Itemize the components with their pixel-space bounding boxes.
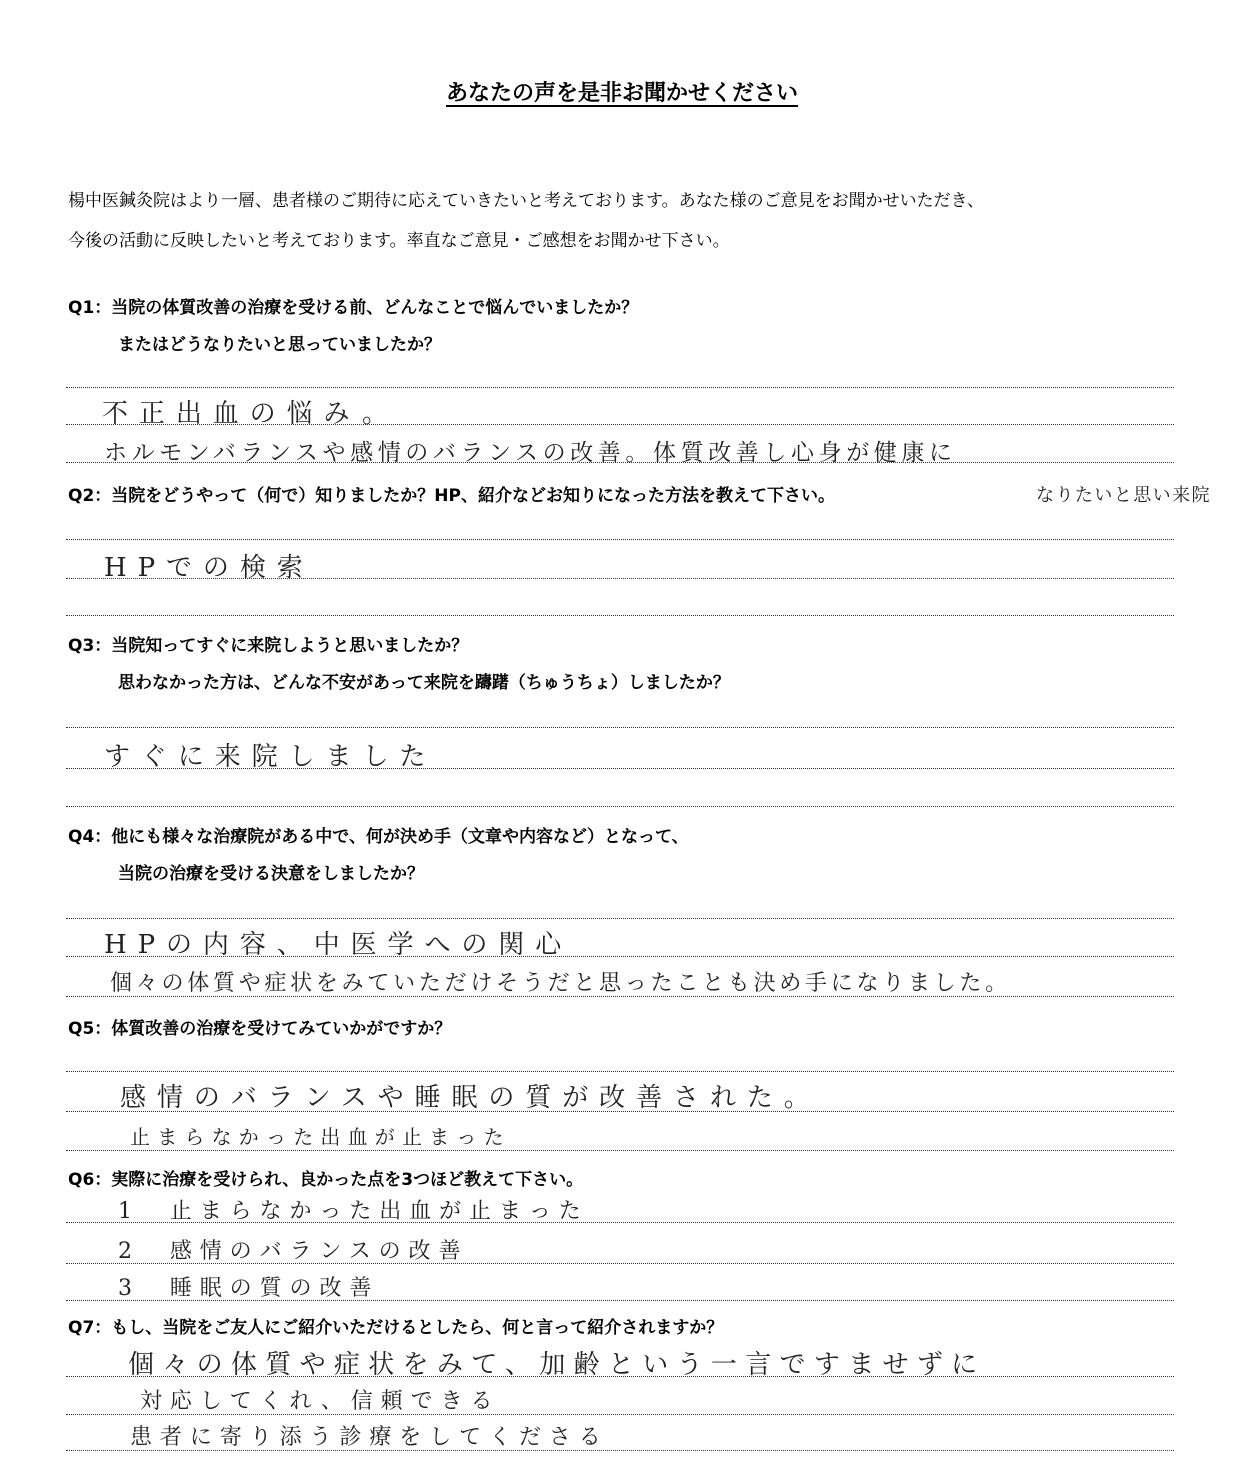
answer-7-text-3: 患者に寄り添う診療をしてくださる — [130, 1425, 609, 1450]
answer-1-text-1: 不正出血の悩み。 — [102, 399, 399, 429]
answer-line — [66, 1150, 1174, 1151]
answer-5-text-2: 止まらなかった出血が止まった — [130, 1125, 511, 1149]
answer-4-text-2: 個々の体質や症状をみていただけそうだと思ったことも決め手になりました。 — [110, 971, 1011, 996]
answer-2-text-1: HPでの検索 — [104, 553, 314, 583]
answer-4-text-1: HPの内容、中医学への関心 — [104, 930, 573, 960]
answer-1-text-3: なりたいと思い来院 — [1036, 485, 1211, 506]
question-4-line-1: Q4：他にも様々な治療院がある中で、何が決め手（文章や内容など）となって、 — [68, 827, 689, 847]
answer-line — [66, 1071, 1174, 1072]
answer-line — [66, 727, 1174, 728]
question-3-line-1: Q3：当院知ってすぐに来院しようと思いましたか？ — [68, 636, 469, 656]
question-3-line-2: 思わなかった方は、どんな不安があって来院を躊躇（ちゅうちょ）しましたか？ — [118, 673, 730, 693]
answer-7-text-1: 個々の体質や症状をみて、加齢という一言ですませずに — [128, 1350, 986, 1380]
question-5-line-1: Q5：体質改善の治療を受けてみていかがですか？ — [68, 1019, 452, 1039]
answer-line — [66, 615, 1174, 616]
question-1-line-1: Q1：当院の体質改善の治療を受ける前、どんなことで悩んでいましたか？ — [68, 298, 639, 318]
page-title: あなたの声を是非お聞かせください — [445, 81, 798, 106]
answer-line — [66, 918, 1174, 919]
answer-6-text-3: 3 睡眠の質の改善 — [118, 1276, 380, 1301]
question-2-line-1: Q2：当院をどうやって（何で）知りましたか？HP、紹介などお知りになった方法を教えて下さい。 — [68, 486, 835, 506]
answer-5-text-1: 感情のバランスや睡眠の質が改善された。 — [120, 1083, 821, 1113]
question-7-line-1: Q7：もし、当院をご友人にご紹介いただけるとしたら、何と言って紹介されますか？ — [68, 1318, 724, 1338]
question-1-line-2: またはどうなりたいと思っていましたか？ — [118, 335, 441, 355]
intro-line-1: 楊中医鍼灸院はより一層、患者様のご期待に応えていきたいと考えております。あなた様のご意見をお聞かせいただき、 — [68, 191, 984, 211]
answer-6-text-2: 2 感情のバランスの改善 — [118, 1239, 469, 1264]
intro-line-2: 今後の活動に反映したいと考えております。率直なご意見・ご感想をお聞かせ下さい。 — [68, 231, 730, 251]
answer-line — [66, 539, 1174, 540]
question-6-line-1: Q6：実際に治療を受けられ、良かった点を3つほど教えて下さい。 — [68, 1170, 584, 1190]
answer-7-text-2: 対応してくれ、信頼できる — [140, 1389, 501, 1414]
answer-1-text-2: ホルモンバランスや感情のバランスの改善。体質改善し心身が健康に — [104, 440, 957, 466]
question-4-line-2: 当院の治療を受ける決意をしましたか？ — [118, 864, 424, 884]
answer-6-text-1: 1 止まらなかった出血が止まった — [118, 1199, 589, 1224]
answer-line — [66, 806, 1174, 807]
answer-3-text-1: すぐに来院しました — [104, 742, 437, 772]
answer-line — [66, 387, 1174, 388]
